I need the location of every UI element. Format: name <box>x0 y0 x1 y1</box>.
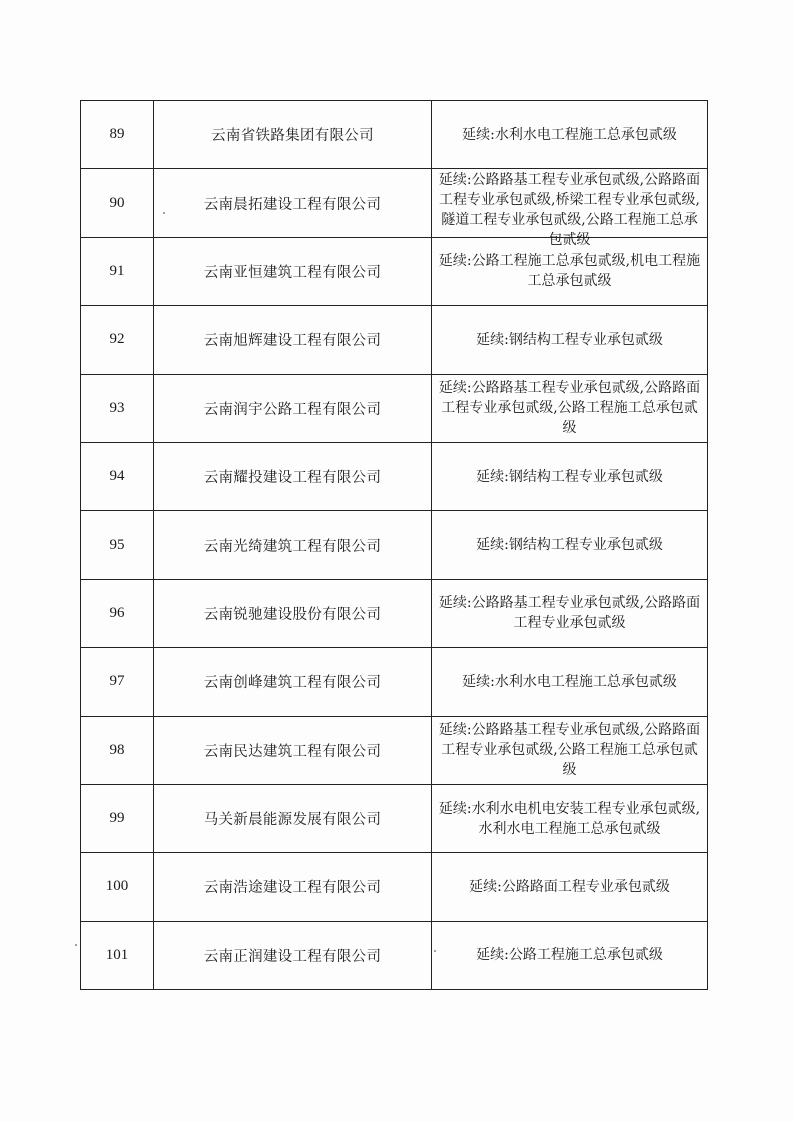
qualification-scope <box>432 648 708 716</box>
company-name: 云南正润建设工程有限公司 <box>154 921 432 989</box>
company-name: 云南亚恒建筑工程有限公司 <box>154 237 432 305</box>
row-number: 93 <box>81 374 154 442</box>
table-row <box>81 169 708 237</box>
table-row <box>81 306 708 374</box>
table-row <box>81 511 708 579</box>
row-number: 96 <box>81 579 154 647</box>
company-name: 云南民达建筑工程有限公司 <box>154 716 432 784</box>
table-row <box>81 374 708 442</box>
qualification-scope <box>432 511 708 579</box>
company-name: 云南光绮建筑工程有限公司 <box>154 511 432 579</box>
qualification-scope <box>432 921 708 989</box>
row-number: 97 <box>81 648 154 716</box>
qualification-text: 延续:公路路基工程专业承包贰级,公路路面工程专业承包贰级,公路工程施工总承包贰级 <box>438 722 701 779</box>
qualification-text: 延续:公路路基工程专业承包贰级,公路路面工程专业承包贰级 <box>438 595 701 632</box>
qualification-scope <box>432 306 708 374</box>
company-name: 云南旭辉建设工程有限公司 <box>154 306 432 374</box>
company-name: 云南润宇公路工程有限公司 <box>154 374 432 442</box>
table-row <box>81 784 708 852</box>
qualification-scope <box>432 374 708 442</box>
row-number: 94 <box>81 442 154 510</box>
qualification-text: 延续:水利水电工程施工总承包贰级 <box>462 126 677 143</box>
qualification-scope <box>432 169 708 249</box>
qualification-scope <box>432 442 708 510</box>
company-name: 云南浩途建设工程有限公司 <box>154 853 432 921</box>
row-number: 90 <box>81 169 154 237</box>
qualification-table <box>80 100 708 990</box>
row-number: 101 <box>81 921 154 989</box>
company-name: 云南省铁路集团有限公司 <box>154 101 432 169</box>
qualification-text: 延续:公路路基工程专业承包贰级,公路路面工程专业承包贰级,公路工程施工总承包贰级 <box>438 380 701 437</box>
qualification-scope <box>432 853 708 921</box>
company-name: 马关新晨能源发展有限公司 <box>154 784 432 852</box>
row-number: 92 <box>81 306 154 374</box>
qualification-text: 延续:公路路面工程专业承包贰级 <box>469 878 670 895</box>
scan-speck <box>163 212 165 214</box>
company-name: 云南创峰建筑工程有限公司 <box>154 648 432 716</box>
qualification-scope <box>432 784 708 852</box>
company-name: 云南耀投建设工程有限公司 <box>154 442 432 510</box>
table-row <box>81 648 708 716</box>
qualification-scope <box>432 579 708 647</box>
table-row <box>81 101 708 169</box>
row-number: 100 <box>81 853 154 921</box>
scan-speck <box>75 944 77 946</box>
qualification-text: 延续:钢结构工程专业承包贰级 <box>476 468 663 485</box>
row-number: 89 <box>81 101 154 169</box>
qualification-text: 延续:公路工程施工总承包贰级 <box>476 947 663 964</box>
scan-speck <box>434 950 436 952</box>
row-number: 98 <box>81 716 154 784</box>
table-row <box>81 237 708 305</box>
qualification-text: 延续:水利水电工程施工总承包贰级 <box>462 673 677 690</box>
qualification-text: 延续:公路工程施工总承包贰级,机电工程施工总承包贰级 <box>438 253 701 290</box>
table-row <box>81 921 708 989</box>
company-name: 云南晨拓建设工程有限公司 <box>154 169 432 237</box>
row-number: 99 <box>81 784 154 852</box>
table-row <box>81 853 708 921</box>
company-name: 云南锐驰建设股份有限公司 <box>154 579 432 647</box>
qualification-scope <box>432 716 708 784</box>
qualification-text: 延续:水利水电机电安装工程专业承包贰级,水利水电工程施工总承包贰级 <box>438 800 701 837</box>
row-number: 91 <box>81 237 154 305</box>
row-number: 95 <box>81 511 154 579</box>
table-row <box>81 716 708 784</box>
table-row <box>81 442 708 510</box>
qualification-text: 延续:钢结构工程专业承包贰级 <box>476 331 663 348</box>
table-row <box>81 579 708 647</box>
qualification-text: 延续:公路路基工程专业承包贰级,公路路面工程专业承包贰级,桥梁工程专业承包贰级,隧道工程专业承包贰级,公路工程施工总承包贰级 <box>438 172 701 249</box>
qualification-text: 延续:钢结构工程专业承包贰级 <box>476 537 663 554</box>
qualification-scope <box>432 101 708 169</box>
